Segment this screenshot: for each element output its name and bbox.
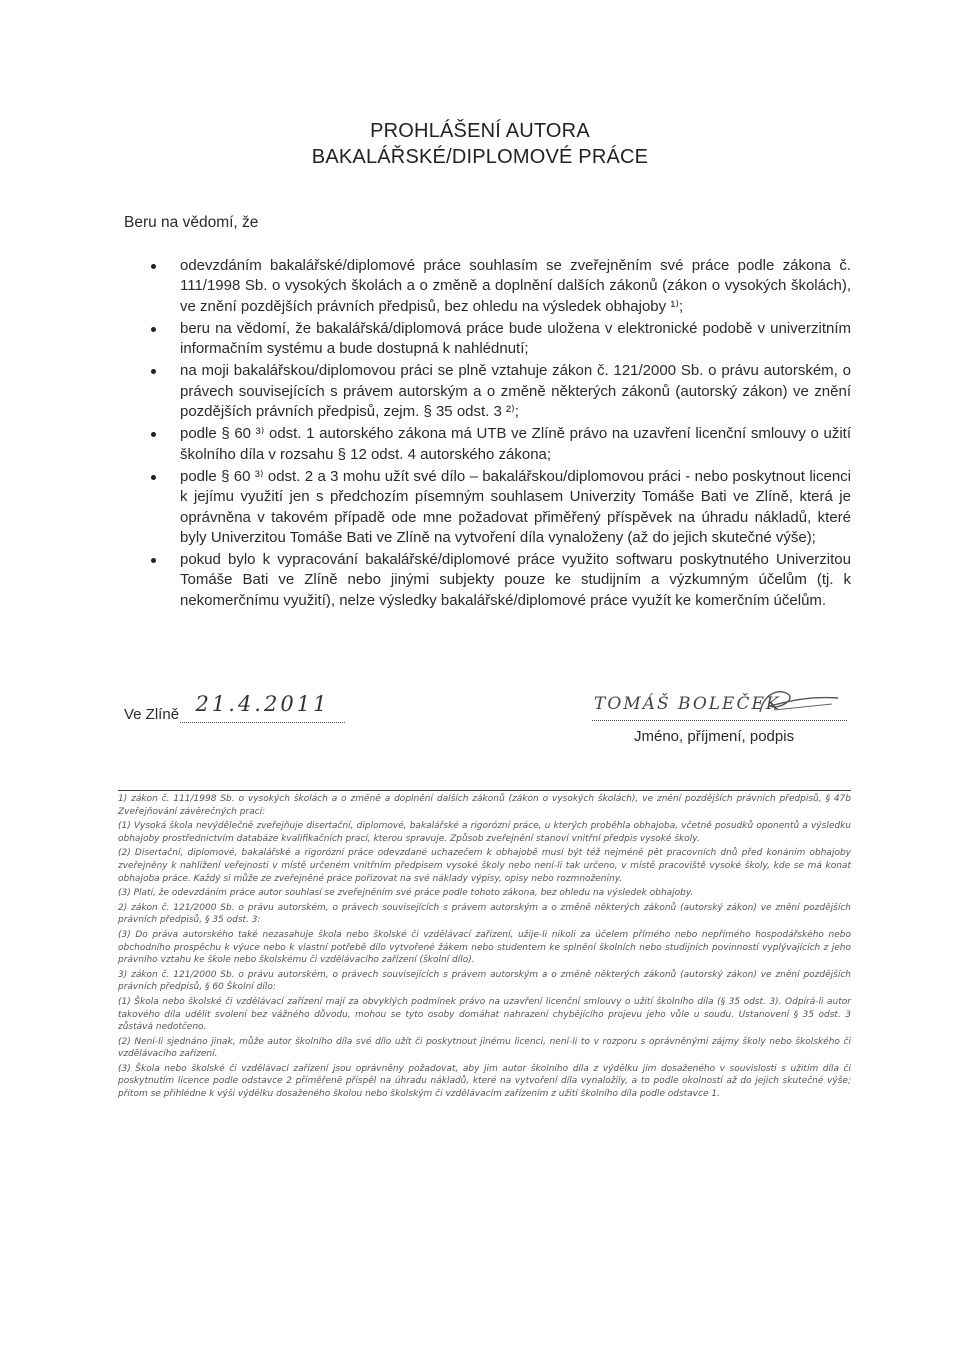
- footnote: 3) zákon č. 121/2000 Sb. o právu autorském, o právech souvisejících s právem autorským a o změně některých zákonů (autorský zákon) ve znění pozdějších právních předpisů, § 60 Školní dílo:: [118, 969, 851, 993]
- footnote: (3) Platí, že odevzdáním práce autor souhlasí se zveřejněním své práce podle tohoto zákona, bez ohledu na výsledek obhajoby.: [118, 888, 694, 899]
- declaration-list: [148, 256, 851, 613]
- signature-scribble: [592, 684, 847, 718]
- handwritten-date: 21.4.2011: [180, 692, 345, 723]
- footnote: (1) Škola nebo školské či vzdělávací zařízení mají za obvyklých podmínek právo na uzavření licenční smlouvy o užití školního díla (§ 35 odst. 3). Odpírá-li autor takového díla udělit svolení bez vážného důvodu, mohou se tyto osoby domáhat nahrazení chybějícího projevu jeho vůle u soudu. Ustanovení § 35 odst. 3 zůstává nedotčeno.: [118, 996, 851, 1033]
- handwritten-name: TOMÁŠ BOLEČEK: [594, 694, 781, 714]
- declaration-item: beru na vědomí, že bakalářská/diplomová práce bude uložena v elektronické podobě v univerzitním informačním systému a bude dostupná k nahlédnutí;: [148, 319, 851, 360]
- footnote: 2) zákon č. 121/2000 Sb. o právu autorském, o právech souvisejících s právem autorským a o změně některých zákonů (autorský zákon) ve znění pozdějších právních předpisů, § 35 odst. 3:: [118, 902, 851, 926]
- title-line-2: BAKALÁŘSKÉ/DIPLOMOVÉ PRÁCE: [311, 146, 649, 168]
- place-label: Ve Zlíně: [124, 706, 180, 723]
- declaration-item: pokud bylo k vypracování bakalářské/diplomové práce využito softwaru poskytnutého Univerzitou Tomáše Bati ve Zlíně nebo jinými subjekty pouze ke studijním a výzkumným účelům (tj. k nekomerčnímu využití), nelze výsledky bakalářské/diplomové práce využít ke komerčním účelům.: [148, 550, 851, 611]
- signature-caption: Jméno, příjmení, podpis: [634, 728, 795, 745]
- signature-line: [592, 690, 847, 721]
- footnote: (1) Vysoká škola nevýdělečně zveřejňuje disertační, diplomové, bakalářské a rigorózní práce, u kterých proběhla obhajoba, včetně posudků oponentů a výsledku obhajoby prostřednictvím databáze kvalifikačních prací, kterou spravuje. Způsob zveřejnění stanoví vnitřní předpis vysoké školy.: [118, 821, 851, 844]
- footnotes: [118, 790, 851, 1101]
- footnote: (3) Do práva autorského také nezasahuje škola nebo školské či vzdělávací zařízení, užije-li nikoli za účelem přímého nebo nepřímého hospodářského nebo obchodního prospěchu k výuce nebo k vlastní potřebě dílo vytvořené žákem nebo studentem ke splnění školních nebo studijních povinností vyplývajících z jeho právního vztahu ke škole nebo školskému či vzdělávacího zařízení (školní dílo).: [118, 929, 851, 966]
- footnote: (2) Není-li sjednáno jinak, může autor školního díla své dílo užít či poskytnout jinému licenci, není-li to v rozporu s oprávněnými zájmy školy nebo školského či vzdělávacího zařízení.: [118, 1036, 851, 1060]
- declaration-item: podle § 60 ³⁾ odst. 2 a 3 mohu užít své dílo – bakalářskou/diplomovou práci - nebo poskytnout licenci k jejímu využití jen s předchozím písemným souhlasem Univerzity Tomáše Bati ve Zlíně, která je oprávněna v takovém případě ode mne požadovat přiměřený příspěvek na úhradu nákladů, které byly Univerzitou Tomáše Bati ve Zlíně na vytvoření díla vynaloženy (až do jejich skutečné výše);: [148, 467, 851, 548]
- declaration-item: na moji bakalářskou/diplomovou práci se plně vztahuje zákon č. 121/2000 Sb. o právu autorském, o právech souvisejících s právem autorským a o změně některých zákonů (autorský zákon) ve znění pozdějších právních předpisů, zejm. § 35 odst. 3 ²⁾;: [148, 361, 851, 422]
- declaration-item: odevzdáním bakalářské/diplomové práce souhlasím se zveřejněním své práce podle zákona č. 111/1998 Sb. o vysokých školách a o změně a doplnění dalších zákonů (zákon o vysokých školách), ve znění pozdějších právních předpisů, bez ohledu na výsledek obhajoby ¹⁾;: [148, 256, 851, 317]
- title-line-1: PROHLÁŠENÍ AUTORA: [370, 120, 590, 142]
- footnote: 1) zákon č. 111/1998 Sb. o vysokých školách a o změně a doplnění dalších zákonů (zákon o vysokých školách), ve znění pozdějších právních předpisů, § 47b Zveřejňování závěrečných prací:: [118, 794, 851, 817]
- declaration-item: podle § 60 ³⁾ odst. 1 autorského zákona má UTB ve Zlíně právo na uzavření licenční smlouvy o užití školního díla v rozsahu § 12 odst. 4 autorského zákona;: [148, 424, 851, 465]
- footnote: (2) Disertační, diplomové, bakalářské a rigorózní práce odevzdané uchazečem k obhajobě musí být též nejméně pět pracovních dnů před konáním obhajoby zveřejněny k nahlížení veřejnosti v místě určeném vnitřním předpisem vysoké školy nebo není-li tak určeno, v místě pracoviště vysoké školy, kde se má konat obhajoba práce. Každý si může ze zveřejněné práce pořizovat na své náklady výpisy, opisy nebo rozmnoženiny.: [118, 848, 851, 884]
- footnote: (3) Škola nebo školské či vzdělávací zařízení jsou oprávněny požadovat, aby jim autor školního díla z výdělku jím dosaženého v souvislosti s užitím díla či poskytnutím licence podle odstavce 2 přiměřeně přispěl na úhradu nákladů, které na vytvoření díla vynaložily, a to podle okolností až do jejich skutečné výše; přitom se přihlédne k výši výdělku dosaženého školou nebo školským či vzdělávacím zařízením z užití školního díla podle odstavce 1.: [118, 1063, 851, 1100]
- intro-text: Beru na vědomí, že: [124, 214, 259, 231]
